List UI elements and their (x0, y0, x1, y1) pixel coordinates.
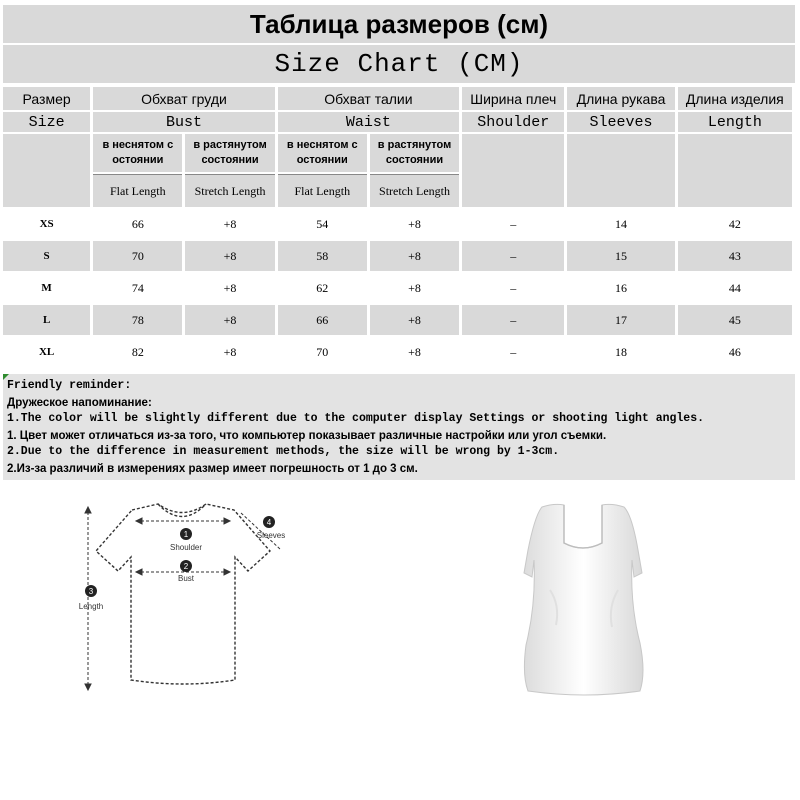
size-cell: S (3, 241, 90, 271)
shoulder-cell: – (510, 280, 517, 295)
svg-text:1: 1 (183, 530, 189, 539)
note-2-ru: 2.Из-за различий в измерениях размер имеет погрешность от 1 до 3 см. (7, 462, 418, 475)
subheader-waist-flat-en: Flat Length (278, 174, 367, 207)
subheader-bust-flat-en: Flat Length (93, 174, 182, 207)
size-table (0, 85, 795, 369)
measurement-diagram (70, 495, 300, 705)
sleeves-cell: 15 (567, 241, 674, 271)
subheader-empty-shoulder (462, 134, 564, 207)
svg-text:4: 4 (266, 518, 272, 527)
header-size-ru: Размер (3, 87, 90, 110)
subheader-bust-flat-ru: в неснятом с остоянии (93, 134, 182, 172)
waist-stretch-cell: +8 (408, 344, 421, 359)
header-sleeves-en: Sleeves (567, 112, 674, 132)
length-cell: 46 (728, 344, 741, 359)
length-label (79, 585, 103, 611)
header-row-english (3, 112, 792, 132)
subheader-empty-length (678, 134, 792, 207)
bust-cell: 74 (131, 280, 144, 295)
length-cell: 42 (728, 216, 741, 231)
subheader-bust-stretch-ru: в растянутом состоянии (185, 134, 274, 172)
header-size-en: Size (3, 112, 90, 132)
waist-cell: 66 (278, 305, 367, 335)
header-length-ru: Длина изделия (678, 87, 792, 110)
title-english: Size Chart (CM) (3, 45, 795, 83)
shoulder-cell: – (510, 216, 517, 231)
table-row (3, 273, 792, 303)
sleeves-cell: 14 (615, 216, 627, 231)
shoulder-cell: – (462, 305, 564, 335)
shoulder-cell: – (462, 241, 564, 271)
header-shoulder-ru: Ширина плеч (462, 87, 564, 110)
size-cell: M (41, 282, 52, 294)
table-row (3, 241, 792, 271)
subheader-bust-stretch-en: Stretch Length (185, 174, 274, 207)
bust-stretch-cell: +8 (185, 305, 274, 335)
tshirt-photo-body (524, 504, 643, 695)
size-cell: XL (38, 346, 55, 358)
length-cell: 43 (678, 241, 792, 271)
svg-text:Sleeves: Sleeves (256, 531, 286, 540)
sleeves-label (257, 516, 285, 540)
size-cell: L (3, 305, 90, 335)
header-bust-en: Bust (93, 112, 274, 132)
header-row-russian (3, 87, 792, 110)
size-cell: XS (39, 218, 54, 230)
svg-text:Length: Length (78, 602, 104, 611)
bust-stretch-cell: +8 (185, 241, 274, 271)
sleeves-cell: 16 (615, 280, 627, 295)
svg-text:2: 2 (183, 562, 189, 571)
header-length-en: Length (678, 112, 792, 132)
waist-stretch-cell: +8 (370, 241, 459, 271)
corner-mark (3, 374, 9, 380)
subheader-row-russian (3, 134, 792, 172)
subheader-waist-flat-ru: в неснятом с остоянии (278, 134, 367, 172)
table-row (3, 337, 792, 367)
header-bust-ru: Обхват груди (93, 87, 274, 110)
length-cell: 45 (678, 305, 792, 335)
bust-stretch-cell: +8 (223, 216, 237, 231)
table-row (3, 305, 792, 335)
waist-stretch-cell: +8 (370, 305, 459, 335)
bust-cell: 82 (131, 344, 144, 359)
sleeves-cell: 17 (567, 305, 674, 335)
header-sleeves-ru: Длина рукава (567, 87, 674, 110)
svg-text:3: 3 (88, 587, 94, 596)
header-waist-en: Waist (278, 112, 459, 132)
svg-text:Bust: Bust (177, 574, 195, 583)
waist-cell: 70 (316, 344, 329, 359)
header-shoulder-en: Shoulder (462, 112, 564, 132)
subheader-empty-sleeves (567, 134, 674, 207)
table-row (3, 209, 792, 239)
bust-cell: 70 (93, 241, 182, 271)
waist-cell: 58 (278, 241, 367, 271)
shoulder-cell: – (510, 344, 517, 359)
product-photo (490, 495, 680, 705)
note-2-en: 2.Due to the difference in measurement methods, the size will be wrong by 1-3cm. (7, 445, 560, 458)
waist-stretch-cell: +8 (408, 280, 421, 295)
title-russian: Таблица размеров (см) (3, 5, 795, 43)
waist-cell: 54 (316, 216, 329, 231)
reminder-en: Friendly reminder: (7, 379, 132, 392)
waist-cell: 62 (316, 280, 329, 295)
subheader-waist-stretch-ru: в растянутом состоянии (370, 134, 459, 172)
note-1-en: 1.The color will be slightly different due to the computer display Settings or shooting light angles. (7, 412, 705, 425)
subheader-empty-size (3, 134, 90, 207)
shoulder-label (170, 528, 202, 552)
sleeves-cell: 18 (615, 344, 627, 359)
notes-panel (3, 374, 795, 480)
subheader-waist-stretch-en: Stretch Length (370, 174, 459, 207)
bust-stretch-cell: +8 (223, 280, 237, 295)
svg-text:Shoulder: Shoulder (169, 543, 203, 552)
note-1-ru: 1. Цвет может отличаться из-за того, что компьютер показывает различные настройки или угол съемки. (7, 429, 607, 442)
bust-cell: 66 (131, 216, 144, 231)
bust-stretch-cell: +8 (223, 344, 237, 359)
bust-cell: 78 (93, 305, 182, 335)
length-cell: 44 (728, 280, 741, 295)
header-waist-ru: Обхват талии (278, 87, 459, 110)
waist-stretch-cell: +8 (408, 216, 421, 231)
reminder-ru: Дружеское напоминание: (7, 396, 152, 409)
